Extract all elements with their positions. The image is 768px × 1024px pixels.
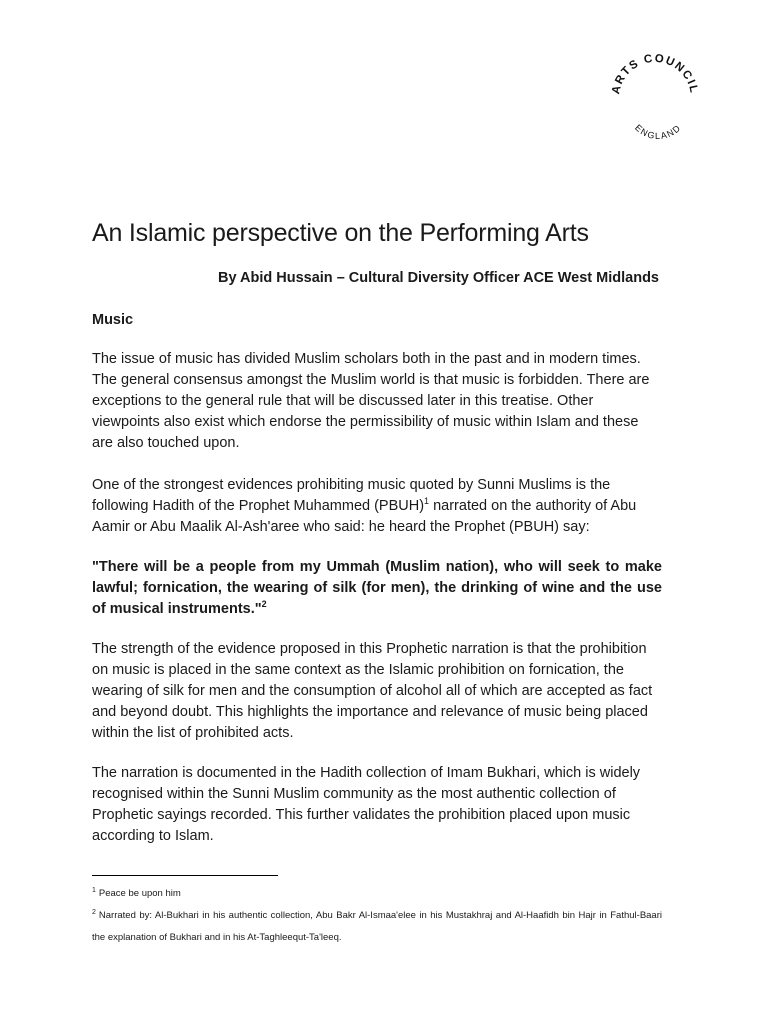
paragraph-2 <box>92 475 662 538</box>
document-title: An Islamic perspective on the Performing Arts <box>92 219 589 247</box>
paragraph-4: The narration is documented in the Hadith collection of Imam Bukhari, which is widely recognised within the Sunni Muslim community as the most authentic collection of Prophetic sayings recorded. This further validates the prohibition placed upon music according to Islam. <box>92 765 641 844</box>
svg-text:ENGLAND <box>633 122 683 141</box>
footnote-1-mark: 1 <box>92 887 96 894</box>
arts-council-england-logo <box>605 48 705 148</box>
paragraph-2-text-before: One of the strongest evidences prohibiting music quoted by Sunni Muslims is the following Hadith of the Prophet Muhammed (PBUH) <box>92 477 611 514</box>
svg-text:ARTS COUNCIL <box>610 53 700 96</box>
footnote-ref-1[interactable]: 1 <box>424 496 430 506</box>
logo-arc-top: ARTS COUNCIL <box>610 52 700 96</box>
paragraph-1: The issue of music has divided Muslim scholars both in the past and in modern times. The general consensus amongst the Muslim world is that music is forbidden. There are exceptions to the general rule that will be discussed later in this treatise. Other viewpoints also exist which endorse the permissibility of music within Islam and these are also touched upon. <box>92 351 650 451</box>
footnote-divider <box>92 875 278 876</box>
section-heading-music: Music <box>92 312 134 328</box>
hadith-quote-text: "There will be a people from my Ummah (Muslim nation), who will seek to make lawful; fornication, the wearing of silk (for men), the drinking of wine and the use of musical instruments." <box>92 559 662 617</box>
paragraph-3: The strength of the evidence proposed in this Prophetic narration is that the prohibition on music is placed in the same context as the Islamic prohibition on fornication, the wearing of silk for men and the consumption of alcohol all of which are accepted as fact and beyond doubt. This highlights the importance and relevance of music being placed within the list of prohibited acts. <box>92 641 653 741</box>
footnote-ref-2[interactable]: 2 <box>261 599 267 609</box>
footnote-1-text: Peace be upon him <box>98 888 181 899</box>
footnote-1 <box>92 883 662 905</box>
footnote-2-text: Narrated by: Al-Bukhari in his authentic collection, Abu Bakr Al-Ismaa'elee in his Mustakhraj and Al-Haafidh bin Hajr in Fathul-Baari the explanation of Bukhari and in his At-Taghleequt-Ta'leeq. <box>92 910 662 943</box>
logo-arc-bottom: ENGLAND <box>632 122 684 142</box>
footnote-2-mark: 2 <box>92 909 96 916</box>
paragraph-2-text-after: narrated on the authority of Abu Aamir or Abu Maalik Al-Ash'aree who said: he heard the Prophet (PBUH) say: <box>92 498 637 535</box>
footnote-2 <box>92 905 662 949</box>
author-byline: By Abid Hussain – Cultural Diversity Officer ACE West Midlands <box>217 270 659 286</box>
hadith-quote <box>92 557 662 620</box>
